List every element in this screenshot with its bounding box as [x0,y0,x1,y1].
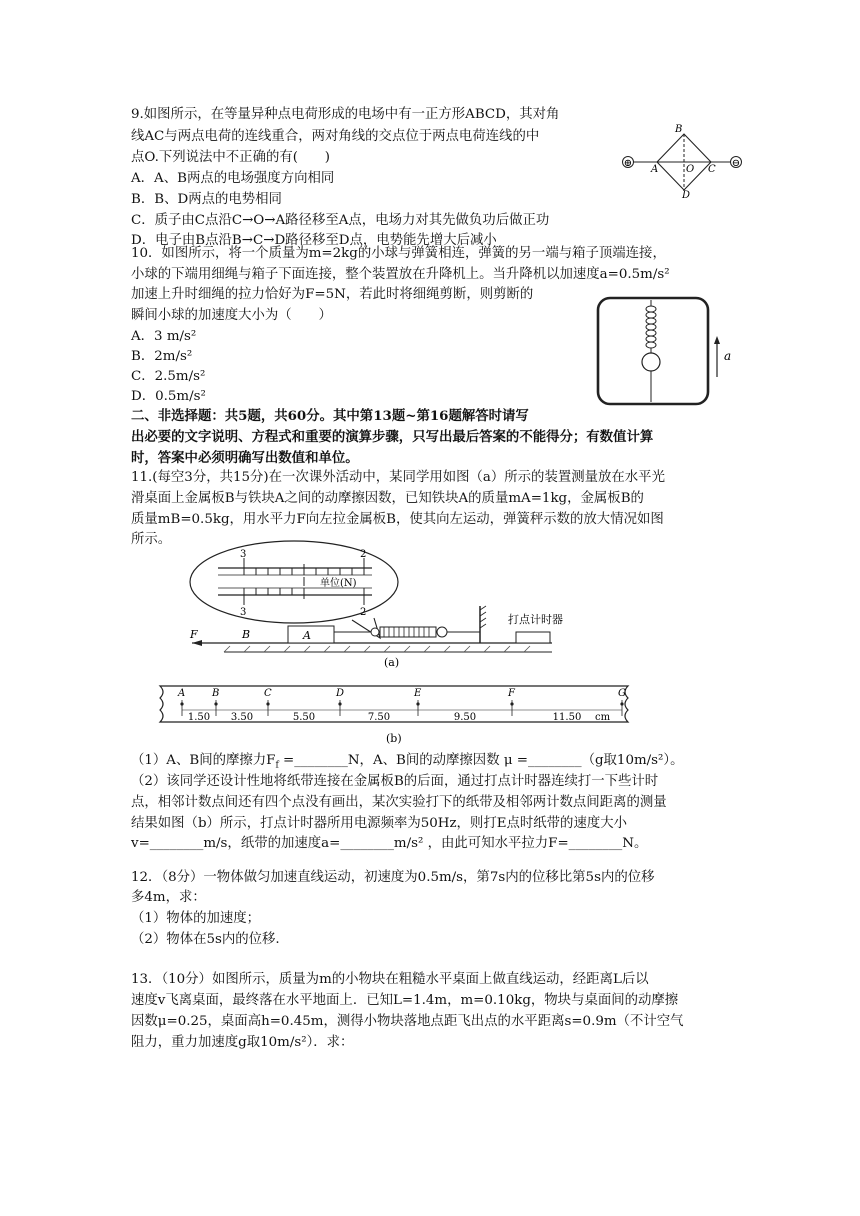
section-2-line-3: 时，答案中必须明确写出数值和单位。 [131,450,359,466]
positive-charge-label: ⊕ [623,158,633,169]
tape-point-e-label: E [414,688,422,699]
q10-line-2: 小球的下端用细绳与箱子下面连接，整个装置放在升降机上。当升降机以加速度a=0.5m/s² [131,267,670,282]
q11-part-1-blanks: =________N，A、B间的动摩擦因数 μ =________（g取10m/s²）。 [278,753,684,768]
q11-figure-b-tape [154,680,644,746]
q10-option-a: A．3 m/s² [131,329,197,344]
q9-option-c: C．质子由C点沿C→O→A路径移至A点，电场力对其先做负功后做正功 [131,213,550,228]
q11-line-4: 所示。 [131,532,172,547]
q13-line-1: 13．（10分）如图所示，质量为m的小物块在粗糙水平桌面上做直线运动，经距离L后以 [131,972,649,987]
q10-option-c: C．2.5m/s² [131,369,206,384]
q13-line-4: 阻力，重力加速度g取10m/s²）．求： [131,1035,354,1050]
q9-line-1: 9.如图所示，在等量异种点电荷形成的电场中有一正方形ABCD，其对角 [131,107,560,122]
block-a-label: A [303,629,311,642]
q10-line-3: 加速上升时细绳的拉力恰好为F=5N，若此时将细绳剪断，则剪断的 [131,287,534,302]
tape-point-c-label: C [264,688,272,699]
q10-option-d: D．0.5m/s² [131,389,206,404]
figure-a-caption: (a) [384,656,400,669]
q9-square-charge-figure [618,120,746,200]
force-f-label: F [190,628,198,641]
section-2-line-2: 出必要的文字说明、方程式和重要的演算步骤，只写出最后答案的不能得分；有数值计算 [131,429,654,445]
scale-top-right-label: 2 [360,549,367,560]
q9-line-3: 点O.下列说法中不正确的有( ) [131,150,330,165]
q13-line-2: 速度v飞离桌面，最终落在水平地面上．已知L=1.4m，m=0.10kg，物块与桌面间的动摩擦 [131,993,679,1008]
q11-part-2-line-1: （2）该同学还设计性地将纸带连接在金属板B的后面，通过打点计时器连续打一下些计时 [131,774,659,789]
tape-distance-label: 9.50 [453,712,477,723]
q13-line-3: 因数μ=0.25，桌面高h=0.45m，测得小物块落地点距飞出点的水平距离s=0.9m（不计空气 [131,1014,684,1029]
point-o-label: O [686,164,695,175]
scale-top-left-label: 3 [240,549,247,560]
q12-line-2: 多4m，求： [131,890,206,905]
scale-bottom-left-label: 3 [240,607,247,618]
friction-subscript: f [275,760,279,771]
negative-charge-label: ⊖ [731,158,741,169]
q11-part-1-text: （1）A、B间的摩擦力F [131,753,276,768]
tape-distance-label: 5.50 [292,712,316,723]
tape-distance-label: 7.50 [367,712,391,723]
q10-option-b: B．2m/s² [131,349,193,364]
q9-option-a: A．A、B两点的电场强度方向相同 [131,171,335,186]
q10-line-1: 10．如图所示，将一个质量为m=2kg的小球与弹簧相连，弹簧的另一端与箱子顶端连接， [131,246,666,261]
tape-distance-label: 1.50 [187,712,211,723]
q11-part-2-line-4: v=________m/s，纸带的加速度a=________m/s² ，由此可知水平拉力F=________N。 [131,836,648,851]
section-2-line-1: 二、非选择题：共5题，共60分。其中第13题~第16题解答时请写 [131,408,529,424]
tape-distance-label: 3.50 [230,712,254,723]
scale-bottom-right-label: 2 [360,607,367,618]
point-b-label: B [675,124,683,135]
q10-line-4: 瞬间小球的加速度大小为（ ） [131,308,332,323]
tape-distance-label: 11.50 [552,712,582,723]
q11-line-1: 11.(每空3分，共15分)在一次课外活动中，某同学用如图（a）所示的装置测量放在水平光 [131,470,665,485]
figure-b-caption: (b) [386,732,402,745]
tape-point-g-label: G [618,688,626,699]
q12-line-3: （1）物体的加速度； [131,911,261,926]
q12-line-1: 12．（8分）一物体做匀加速直线运动，初速度为0.5m/s，第7s内的位移比第5s内的位移 [131,870,655,885]
q12-line-4: （2）物体在5s内的位移. [131,932,280,947]
q9-option-b: B．B、D两点的电势相同 [131,192,282,207]
point-c-label: C [708,164,716,175]
q9-line-2: 线AC与两点电荷的连线重合，两对角线的交点位于两点电荷连线的中 [131,129,540,144]
acceleration-label: a [724,349,732,363]
tape-unit-label: cm [595,712,611,723]
q11-line-2: 滑桌面上金属板B与铁块A之间的动摩擦因数，已知铁块A的质量mA=1kg，金属板B的 [131,491,644,506]
q11-part-2-line-3: 结果如图（b）所示，打点计时器所用电源频率为50Hz，则打E点时纸带的速度大小 [131,816,628,831]
tape-point-d-label: D [336,688,345,699]
q11-line-3: 质量mB=0.5kg，用水平力F向左拉金属板B，使其向左运动，弹簧秤示数的放大情况如图 [131,512,664,527]
point-a-label: A [651,164,659,175]
q9-option-d: D．电子由B点沿B→C→D路径移至D点，电势能先增大后减小 [131,233,497,248]
q10-box-spring-figure [592,292,742,410]
tape-point-b-label: B [212,688,220,699]
timer-label: 打点计时器 [508,613,563,626]
tape-point-f-label: F [508,688,515,699]
scale-unit-label: 单位(N) [320,578,357,589]
q11-figure-a [184,540,604,670]
tape-point-a-label: A [178,688,186,699]
plate-b-label: B [242,628,251,641]
q11-part-2-line-2: 点，相邻计数点间还有四个点没有画出，某次实验打下的纸带及相邻两计数点间距离的测量 [131,795,667,810]
point-d-label: D [682,190,691,200]
